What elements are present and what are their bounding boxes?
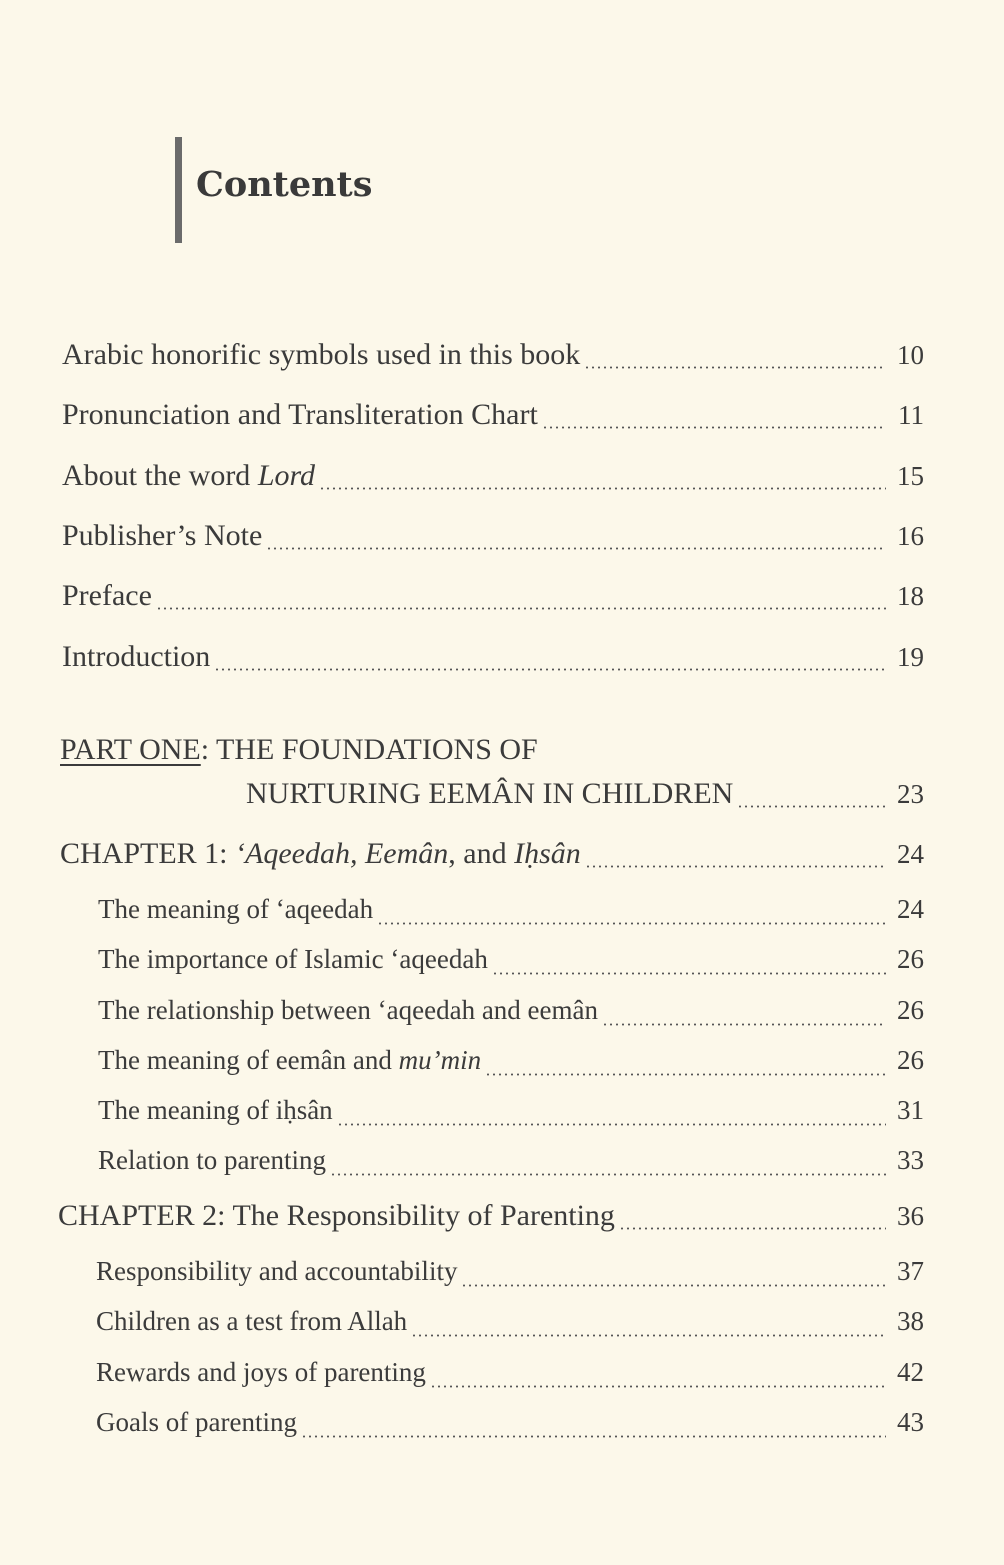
page-number: 43 [897, 1407, 924, 1437]
section-entry [96, 1306, 924, 1346]
page-number: 36 [897, 1201, 924, 1231]
page-number: 42 [897, 1357, 924, 1387]
section-title: Rewards and joys of parenting [96, 1357, 426, 1387]
dot-leader [377, 922, 886, 925]
part-one-heading [60, 733, 538, 767]
section-title-text: The meaning of eemân and [98, 1045, 399, 1075]
section-title: The importance of Islamic ‘aqeedah [98, 944, 488, 974]
chapter-title-italic: ‘Aqeedah, Eemân [235, 837, 449, 870]
section-entry [98, 894, 924, 934]
dot-leader [301, 1435, 886, 1438]
page-number: 15 [897, 461, 924, 491]
page-number: 26 [897, 995, 924, 1025]
chapter-title: CHAPTER 2: The Responsibility of Parenting [58, 1199, 615, 1232]
section-title: Responsibility and accountability [96, 1256, 458, 1286]
page-number: 24 [897, 839, 924, 869]
page-number: 19 [897, 642, 924, 672]
entry-title-text: About the word [62, 459, 258, 492]
page-number: 18 [897, 581, 924, 611]
section-entry [98, 1095, 924, 1135]
dot-leader [430, 1385, 886, 1388]
heading-rule [175, 137, 182, 243]
chapter-title [60, 837, 581, 871]
section-entry [98, 1045, 924, 1085]
entry-title [62, 459, 315, 493]
section-entry [96, 1357, 924, 1397]
page-number: 10 [897, 340, 924, 370]
page-number: 37 [897, 1256, 924, 1286]
section-entry [98, 995, 924, 1035]
page-number: 24 [897, 894, 924, 924]
dot-leader [584, 366, 886, 369]
chapter-entry [60, 837, 924, 877]
page-number: 31 [897, 1095, 924, 1125]
dot-leader [156, 607, 886, 610]
dot-leader [492, 972, 886, 975]
dot-leader [619, 1227, 886, 1230]
chapter-entry [58, 1199, 924, 1239]
section-title: The relationship between ‘aqeedah and eemân [98, 995, 599, 1025]
part-label: PART ONE [60, 733, 201, 766]
section-title [98, 1045, 481, 1076]
dot-leader [602, 1023, 886, 1026]
dot-leader [542, 426, 886, 429]
toc-entry [62, 459, 924, 499]
entry-title: Pronunciation and Transliteration Chart [62, 398, 538, 431]
page-number: 16 [897, 521, 924, 551]
dot-leader [319, 487, 886, 490]
dot-leader [585, 865, 886, 868]
dot-leader [461, 1284, 886, 1287]
section-title: Goals of parenting [96, 1407, 297, 1437]
dot-leader [337, 1123, 886, 1126]
entry-title: Introduction [62, 640, 211, 673]
dot-leader [737, 805, 886, 808]
entry-title: Arabic honorific symbols used in this book [62, 338, 581, 371]
section-title-italic: mu’min [398, 1045, 482, 1075]
entry-title: Publisher’s Note [62, 519, 263, 552]
part-title-line2: NURTURING EEMÂN IN CHILDREN [246, 777, 734, 810]
toc-entry [62, 398, 924, 438]
page-number: 11 [898, 400, 924, 430]
entry-title-italic: Lord [257, 459, 316, 492]
chapter-prefix: CHAPTER 1: [60, 837, 236, 870]
toc-entry [62, 338, 924, 378]
dot-leader [411, 1334, 886, 1337]
section-title: Relation to parenting [98, 1145, 326, 1175]
section-entry [96, 1256, 924, 1296]
section-title: The meaning of iḥsân [98, 1095, 333, 1125]
section-entry [98, 944, 924, 984]
page-number: 26 [897, 1045, 924, 1075]
dot-leader [330, 1173, 886, 1176]
chapter-title-italic: Iḥsân [514, 837, 581, 870]
dot-leader [214, 668, 886, 671]
section-title: The meaning of ‘aqeedah [98, 894, 374, 924]
page-number: 23 [897, 779, 924, 809]
part-title-line1: : THE FOUNDATIONS OF [200, 733, 538, 766]
page-number: 38 [897, 1306, 924, 1336]
dot-leader [266, 547, 886, 550]
toc-entry [62, 519, 924, 559]
dot-leader [485, 1073, 886, 1076]
page-title: Contents [196, 164, 373, 205]
section-title: Children as a test from Allah [96, 1306, 408, 1336]
page-number: 26 [897, 944, 924, 974]
part-one-entry [246, 777, 924, 817]
page-number: 33 [897, 1145, 924, 1175]
toc-entry [62, 579, 924, 619]
section-entry [96, 1407, 924, 1447]
chapter-title-text: , and [448, 837, 515, 870]
toc-entry [62, 640, 924, 680]
entry-title: Preface [62, 579, 152, 612]
section-entry [98, 1145, 924, 1185]
